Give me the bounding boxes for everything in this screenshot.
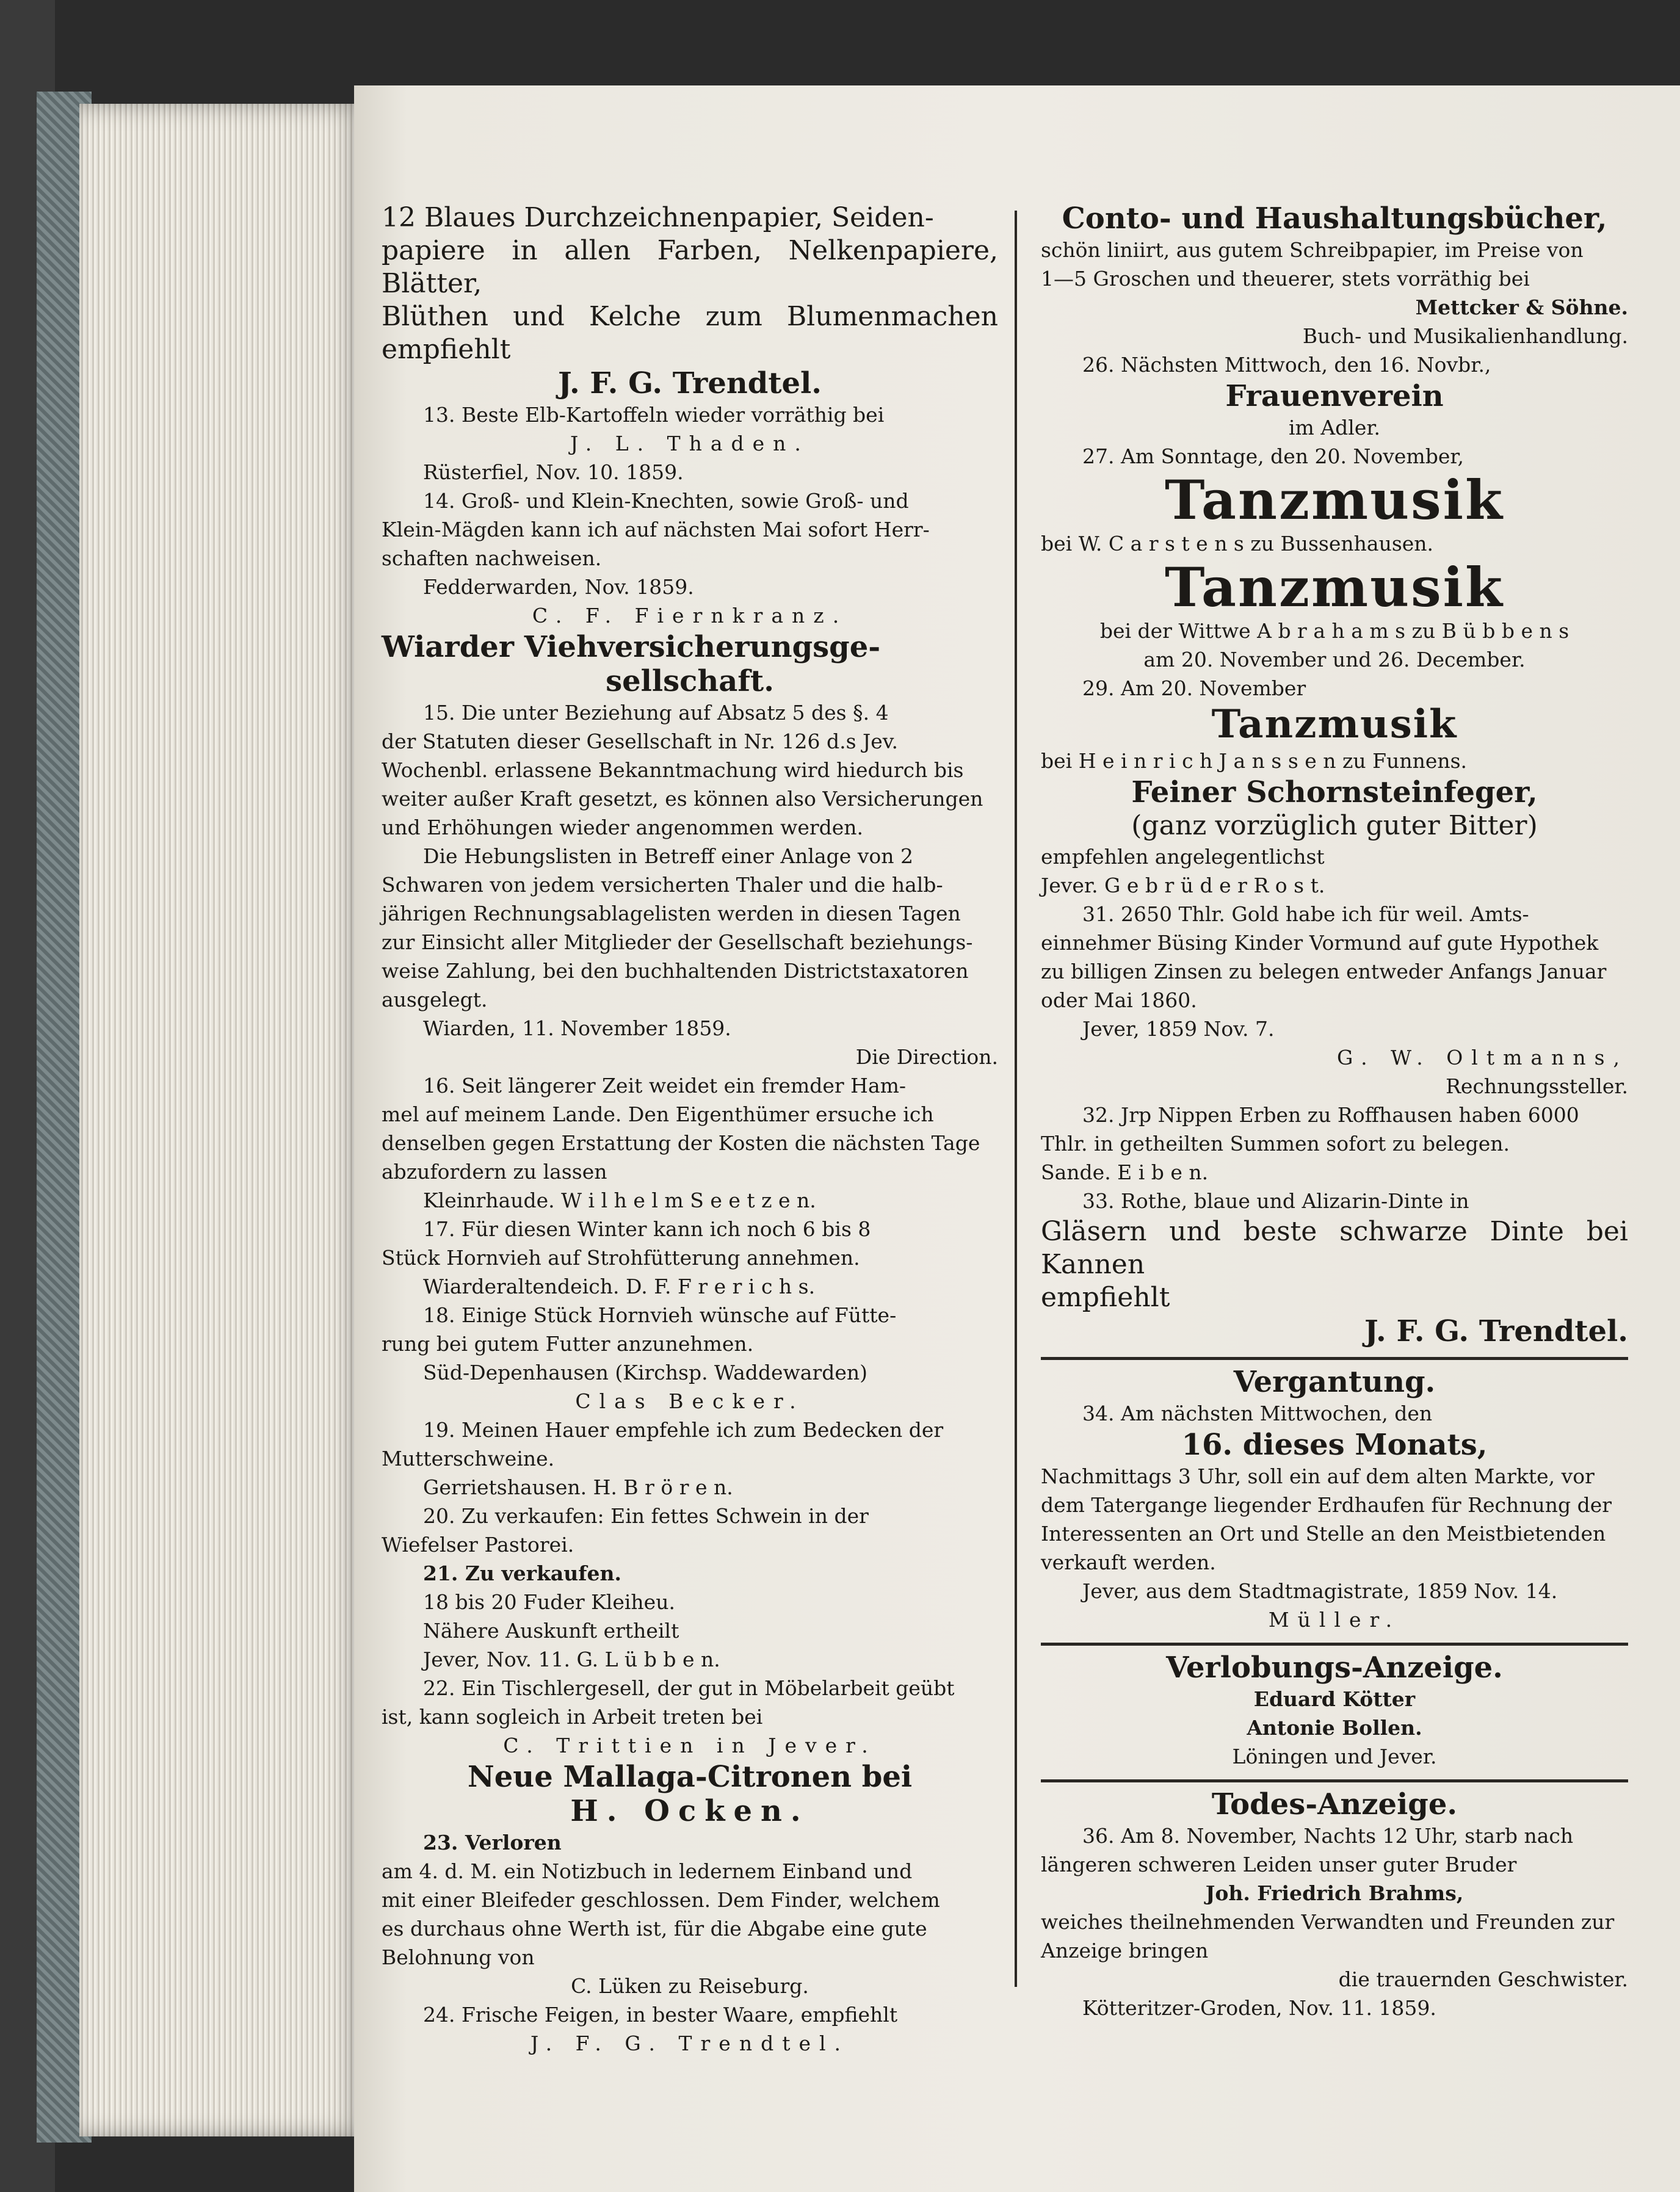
right-text-line: 34. Am nächsten Mittwochen, den xyxy=(1082,1402,1433,1425)
right-text-line: oder Mai 1860. xyxy=(1041,988,1197,1012)
left-text-line: weise Zahlung, bei den buchhaltenden Districtstaxatoren xyxy=(382,959,969,983)
right-text-line: Buch- und Musikalienhandlung. xyxy=(1302,324,1628,348)
left-text-line: 18. Einige Stück Hornvieh wünsche auf Fütte- xyxy=(423,1303,897,1327)
left-text-line: Stück Hornvieh auf Strohfütterung annehmen. xyxy=(382,1246,860,1270)
right-text-line: am 20. November und 26. December. xyxy=(1143,648,1526,671)
left-text-line: Rüsterfiel, Nov. 10. 1859. xyxy=(423,460,684,484)
right-text-line: Interessenten an Ort und Stelle an den Meistbietenden xyxy=(1041,1522,1606,1546)
right-text-line: Frauenverein xyxy=(1225,379,1444,413)
column-divider xyxy=(1015,211,1017,1987)
left-text-line: 19. Meinen Hauer empfehle ich zum Bedecken der xyxy=(423,1418,944,1442)
left-text-line: 23. Verloren xyxy=(423,1831,562,1854)
right-text-line: empfiehlt xyxy=(1041,1282,1170,1313)
left-text-line: und Erhöhungen wieder angenommen werden. xyxy=(382,816,864,839)
left-text-line: H. Ocken. xyxy=(570,1794,809,1828)
left-text-line: jährigen Rechnungsablagelisten werden in diesen Tagen xyxy=(382,902,961,925)
left-text-line: Süd-Depenhausen (Kirchsp. Waddewarden) xyxy=(423,1361,868,1384)
right-text-line: Tanzmusik xyxy=(1211,701,1458,747)
right-text-line: die trauernden Geschwister. xyxy=(1338,1967,1628,1991)
right-text-line: 27. Am Sonntage, den 20. November, xyxy=(1082,444,1465,468)
right-text-line: J. F. G. Trendtel. xyxy=(1364,1314,1628,1348)
left-text-line: 18 bis 20 Fuder Kleiheu. xyxy=(423,1590,675,1614)
left-text-line: Schwaren von jedem versicherten Thaler und die halb- xyxy=(382,873,943,897)
page-stack-edge xyxy=(79,104,366,2136)
left-text-line: Jever, Nov. 11. G. L ü b b e n. xyxy=(423,1648,720,1671)
right-text-line: Todes-Anzeige. xyxy=(1211,1787,1458,1821)
left-text-line: Wiefelser Pastorei. xyxy=(382,1533,574,1557)
right-text-line: 36. Am 8. November, Nachts 12 Uhr, starb nach xyxy=(1082,1824,1574,1848)
right-text-line: (ganz vorzüglich guter Bitter) xyxy=(1131,810,1538,841)
left-text-line: 13. Beste Elb-Kartoffeln wieder vorräthig bei xyxy=(423,403,885,427)
left-text-line: 21. Zu verkaufen. xyxy=(423,1561,621,1585)
left-text-line: Kleinrhaude. W i l h e l m S e e t z e n. xyxy=(423,1188,816,1212)
right-text-line: empfehlen angelegentlichst xyxy=(1041,845,1325,869)
left-text-line: 14. Groß- und Klein-Knechten, sowie Groß- und xyxy=(423,489,909,513)
left-text-line: J. F. G. Trendtel. xyxy=(558,366,822,400)
right-text-line: Anzeige bringen xyxy=(1041,1939,1209,1962)
left-text-line: Wiarderaltendeich. D. F. F r e r i c h s. xyxy=(423,1275,816,1298)
left-text-line: C. Trittien in Jever. xyxy=(503,1734,877,1757)
left-column xyxy=(382,201,998,2058)
right-text-line: zu billigen Zinsen zu belegen entweder Anfangs Januar xyxy=(1041,960,1607,983)
left-text-line: Clas Becker. xyxy=(575,1389,805,1413)
left-text-line: Die Direction. xyxy=(855,1045,998,1069)
right-text-line: bei H e i n r i c h J a n s s e n zu Funnens. xyxy=(1041,749,1468,773)
left-text-line: ausgelegt. xyxy=(382,988,488,1011)
right-text-line: Vergantung. xyxy=(1233,1365,1436,1399)
right-column xyxy=(1041,201,1628,2022)
left-text-line: Klein-Mägden kann ich auf nächsten Mai sofort Herr- xyxy=(382,518,930,541)
left-text-line: abzufordern zu lassen xyxy=(382,1160,607,1184)
left-text-line: es durchaus ohne Werth ist, für die Abgabe eine gute xyxy=(382,1917,927,1941)
right-text-line: Jever, aus dem Stadtmagistrate, 1859 Nov. 14. xyxy=(1082,1579,1558,1603)
right-text-line: 16. dieses Monats, xyxy=(1181,1428,1488,1462)
left-text-line: am 4. d. M. ein Notizbuch in ledernem Einband und xyxy=(382,1859,913,1883)
right-text-line: 31. 2650 Thlr. Gold habe ich für weil. Amts- xyxy=(1082,902,1529,926)
section-rule xyxy=(1041,1779,1628,1782)
left-text-line: Gerrietshausen. H. B r ö r e n. xyxy=(423,1475,733,1499)
left-text-line: Mutterschweine. xyxy=(382,1447,555,1470)
right-text-line: Verlobungs-Anzeige. xyxy=(1166,1651,1503,1685)
left-text-line: sellschaft. xyxy=(606,664,774,698)
left-text-line: 12 Blaues Durchzeichnenpapier, Seiden- xyxy=(382,202,934,233)
left-text-line: J. F. G. Trendtel. xyxy=(530,2031,850,2055)
left-text-line: Wochenbl. erlassene Bekanntmachung wird hiedurch bis xyxy=(382,758,964,782)
right-text-line: 29. Am 20. November xyxy=(1082,676,1306,700)
right-text-line: Tanzmusik xyxy=(1164,468,1505,532)
left-text-line: 20. Zu verkaufen: Ein fettes Schwein in der xyxy=(423,1504,869,1528)
left-text-line: 24. Frische Feigen, in bester Waare, empfiehlt xyxy=(423,2003,898,2027)
right-text-line: 1—5 Groschen und theuerer, stets vorräthig bei xyxy=(1041,267,1530,291)
right-text-line: G. W. Oltmanns, xyxy=(1336,1046,1628,1069)
left-text-line: Neue Mallaga-Citronen bei xyxy=(467,1760,913,1794)
right-text-line: verkauft werden. xyxy=(1041,1550,1216,1574)
right-text-line: Löningen und Jever. xyxy=(1232,1745,1437,1768)
right-text-line: Rechnungssteller. xyxy=(1446,1074,1628,1098)
right-text-line: Conto- und Haushaltungsbücher, xyxy=(1062,201,1607,236)
left-text-line: mel auf meinem Lande. Den Eigenthümer ersuche ich xyxy=(382,1102,934,1126)
left-text-line: der Statuten dieser Gesellschaft in Nr. 126 d.s Jev. xyxy=(382,729,899,753)
left-text-line: Die Hebungslisten in Betreff einer Anlage von 2 xyxy=(423,844,914,868)
left-text-line: 15. Die unter Beziehung auf Absatz 5 des §. 4 xyxy=(423,701,889,725)
right-text-line: Eduard Kötter xyxy=(1253,1687,1416,1711)
left-text-line: 22. Ein Tischlergesell, der gut in Möbelarbeit geübt xyxy=(423,1676,955,1700)
section-rule xyxy=(1041,1643,1628,1646)
right-text-line: Antonie Bollen. xyxy=(1247,1716,1422,1740)
left-text-line: mit einer Bleifeder geschlossen. Dem Finder, welchem xyxy=(382,1888,940,1912)
left-text-line: C. F. Fiernkranz. xyxy=(532,604,848,628)
right-text-line: dem Tatergange liegender Erdhaufen für Rechnung der xyxy=(1041,1493,1612,1517)
right-text-line: weiches theilnehmenden Verwandten und Freunden zur xyxy=(1041,1910,1615,1934)
left-text-line: Wiarder Viehversicherungsge- xyxy=(382,630,881,664)
right-text-line: Jever, 1859 Nov. 7. xyxy=(1082,1017,1275,1041)
left-text-line: Nähere Auskunft ertheilt xyxy=(423,1619,679,1643)
left-text-line: 16. Seit längerer Zeit weidet ein fremder Ham- xyxy=(423,1074,907,1098)
left-text-line: zur Einsicht aller Mitglieder der Gesellschaft beziehungs- xyxy=(382,930,973,954)
left-text-line: J. L. Thaden. xyxy=(570,432,809,455)
right-text-line: Jever. G e b r ü d e r R o s t. xyxy=(1041,874,1325,897)
right-text-line: Joh. Friedrich Brahms, xyxy=(1205,1881,1464,1905)
left-text-line: schaften nachweisen. xyxy=(382,546,602,570)
right-text-line: bei der Wittwe A b r a h a m s zu B ü b b e n s xyxy=(1099,619,1570,643)
left-text-line: denselben gegen Erstattung der Kosten die nächsten Tage xyxy=(382,1131,980,1155)
section-rule xyxy=(1041,1357,1628,1360)
right-text-line: Sande. E i b e n. xyxy=(1041,1160,1209,1184)
left-text-line: Belohnung von xyxy=(382,1945,535,1969)
left-text-line: Fedderwarden, Nov. 1859. xyxy=(423,575,694,599)
right-text-line: Kötteritzer-Groden, Nov. 11. 1859. xyxy=(1082,1996,1436,2020)
left-text-line: Blüthen und Kelche zum Blumenmachen empfiehlt xyxy=(382,301,998,365)
right-text-line: im Adler. xyxy=(1288,416,1380,439)
left-text-line: C. Lüken zu Reiseburg. xyxy=(571,1974,809,1998)
right-text-line: Müller. xyxy=(1268,1608,1401,1632)
right-text-line: 32. Jrp Nippen Erben zu Roffhausen haben 6000 xyxy=(1082,1103,1579,1127)
left-text-line: rung bei gutem Futter anzunehmen. xyxy=(382,1332,754,1356)
right-text-line: Feiner Schornsteinfeger, xyxy=(1131,775,1538,809)
right-text-line: Gläsern und beste schwarze Dinte bei Kannen xyxy=(1041,1216,1628,1280)
right-text-line: Thlr. in getheilten Summen sofort zu belegen. xyxy=(1041,1132,1510,1156)
right-text-line: 26. Nächsten Mittwoch, den 16. Novbr., xyxy=(1082,353,1491,377)
right-text-line: Tanzmusik xyxy=(1164,555,1505,619)
left-text-line: papiere in allen Farben, Nelkenpapiere, Blätter, xyxy=(382,235,998,299)
left-text-line: Wiarden, 11. November 1859. xyxy=(423,1016,731,1040)
right-text-line: Nachmittags 3 Uhr, soll ein auf dem alten Markte, vor xyxy=(1041,1464,1595,1488)
left-text-line: 17. Für diesen Winter kann ich noch 6 bis 8 xyxy=(423,1217,871,1241)
left-text-line: weiter außer Kraft gesetzt, es können also Versicherungen xyxy=(382,787,983,811)
right-text-line: Mettcker & Söhne. xyxy=(1415,295,1628,319)
right-text-line: bei W. C a r s t e n s zu Bussenhausen. xyxy=(1041,532,1434,555)
right-text-line: schön liniirt, aus gutem Schreibpapier, im Preise von xyxy=(1041,238,1584,262)
right-text-line: 33. Rothe, blaue und Alizarin-Dinte in xyxy=(1082,1189,1469,1213)
right-text-line: einnehmer Büsing Kinder Vormund auf gute Hypothek xyxy=(1041,931,1599,955)
right-text-line: längeren schweren Leiden unser guter Bruder xyxy=(1041,1853,1517,1876)
left-text-line: ist, kann sogleich in Arbeit treten bei xyxy=(382,1705,763,1729)
